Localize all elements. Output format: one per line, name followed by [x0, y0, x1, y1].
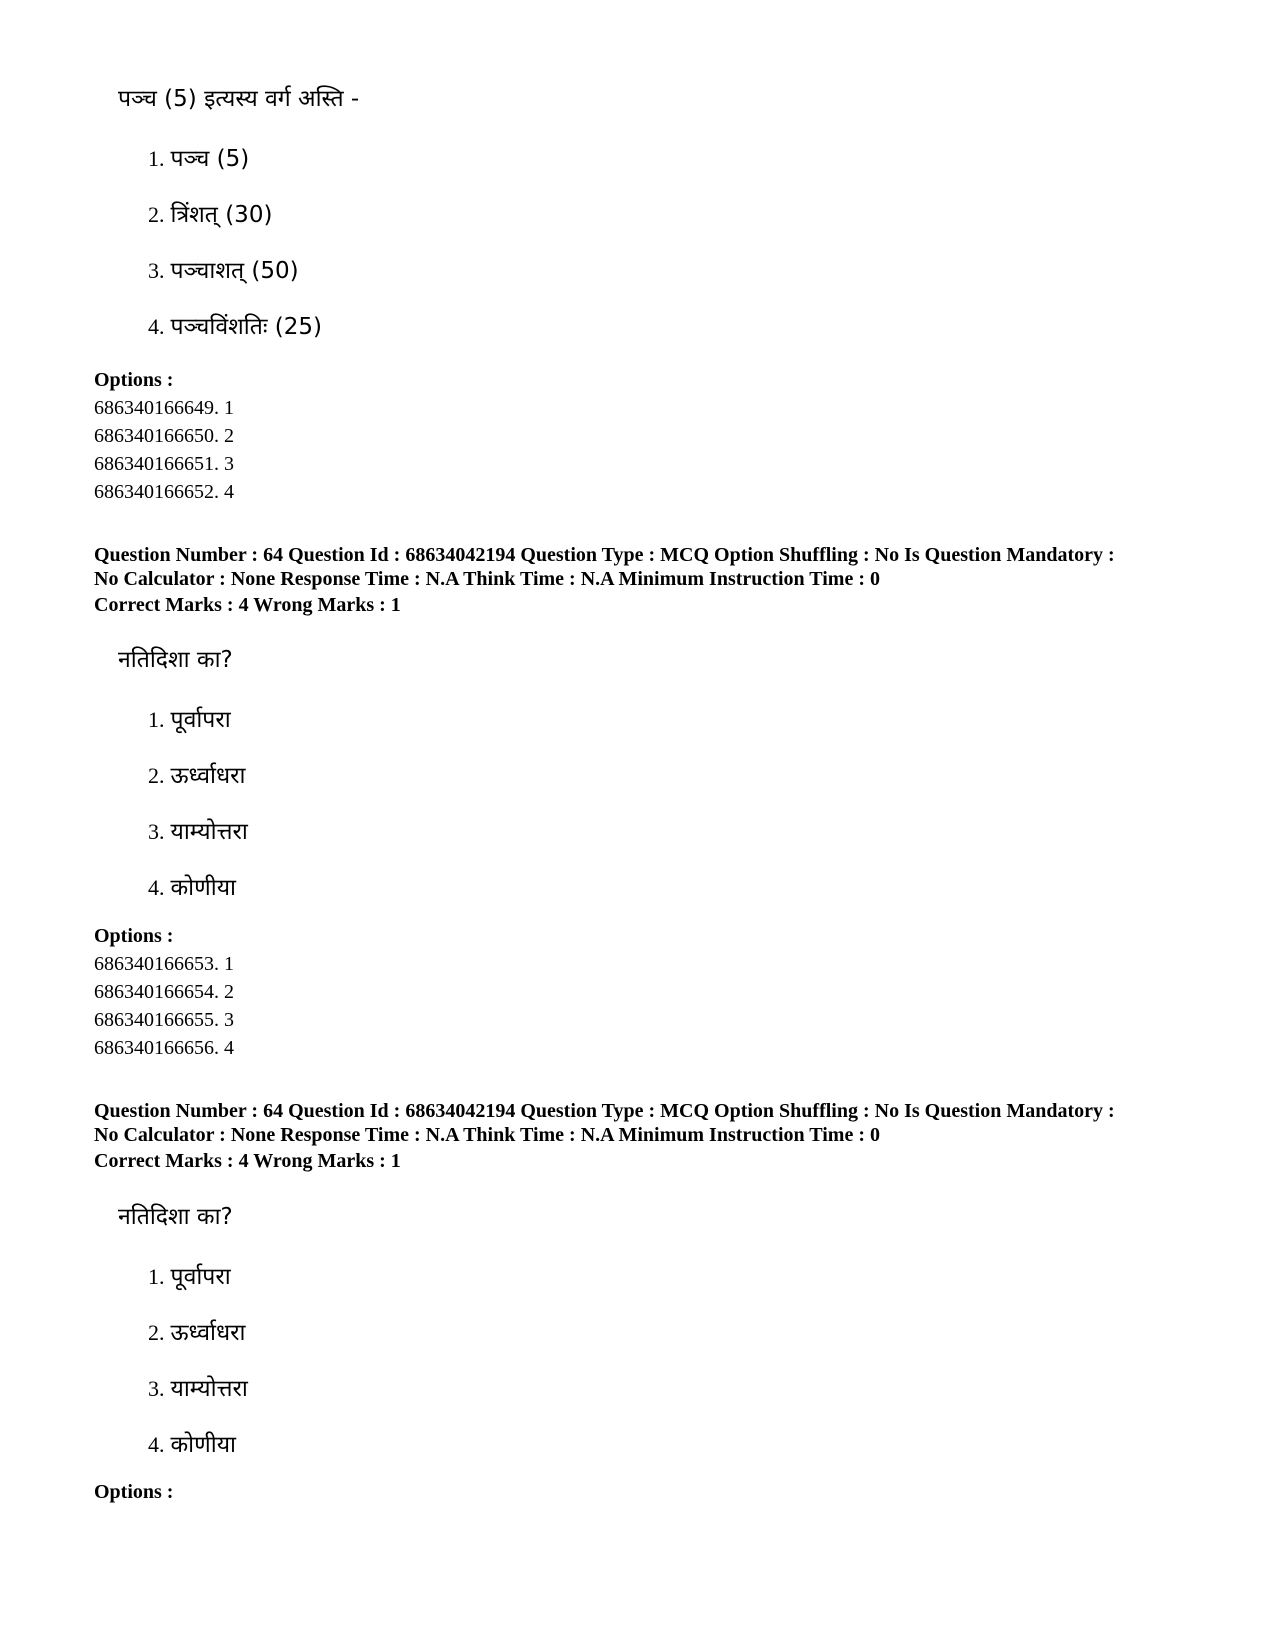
choice-3: 3. पञ्चाशत् (50) [148, 258, 299, 284]
options-title: Options : [94, 1481, 174, 1503]
question-image-2 [118, 645, 248, 901]
choice-1: 1. पूर्वापरा [148, 1264, 231, 1290]
meta-line: No Calculator : None Response Time : N.A Think Time : N.A Minimum Instruction Time : 0 [94, 1124, 880, 1146]
question-image-3 [118, 1202, 248, 1458]
meta-line: Question Number : 64 Question Id : 68634042194 Question Type : MCQ Option Shuffling : No Is Question Mandatory : [94, 544, 1115, 566]
choice-1: 1. पञ्च (5) [148, 146, 250, 172]
question-stem: पञ्च (5) इत्यस्य वर्ग अस्ति - [118, 86, 360, 112]
option-line: 686340166656. 4 [94, 1037, 234, 1059]
options-title: Options : [94, 369, 174, 391]
question-stem: नतिदिशा का? [118, 647, 233, 673]
option-line: 686340166650. 2 [94, 425, 234, 447]
option-line: 686340166651. 3 [94, 453, 234, 475]
choice-4: 4. कोणीया [148, 875, 237, 901]
options-title: Options : [94, 925, 174, 947]
question-stem: नतिदिशा का? [118, 1204, 233, 1230]
question-image-1 [118, 84, 360, 340]
question-marks-3: Correct Marks : 4 Wrong Marks : 1 [94, 1150, 401, 1172]
option-line: 686340166654. 2 [94, 981, 234, 1003]
choice-3: 3. याम्योत्तरा [148, 1376, 248, 1402]
option-line: 686340166649. 1 [94, 397, 234, 419]
choice-2: 2. ऊर्ध्वाधरा [148, 1320, 246, 1346]
option-line: 686340166653. 1 [94, 953, 234, 975]
choice-1: 1. पूर्वापरा [148, 707, 231, 733]
choice-4: 4. पञ्चविंशतिः (25) [148, 314, 322, 340]
options-list-1 [94, 366, 234, 506]
option-line: 686340166655. 3 [94, 1009, 234, 1031]
question-meta-2 [94, 543, 1214, 591]
choice-2: 2. ऊर्ध्वाधरा [148, 763, 246, 789]
choice-3: 3. याम्योत्तरा [148, 819, 248, 845]
options-list-3 [94, 1478, 173, 1506]
options-list-2 [94, 922, 234, 1062]
question-meta-3 [94, 1099, 1214, 1147]
meta-line: No Calculator : None Response Time : N.A Think Time : N.A Minimum Instruction Time : 0 [94, 568, 880, 590]
meta-line: Question Number : 64 Question Id : 68634042194 Question Type : MCQ Option Shuffling : No Is Question Mandatory : [94, 1100, 1115, 1122]
question-marks-2: Correct Marks : 4 Wrong Marks : 1 [94, 594, 401, 616]
choice-4: 4. कोणीया [148, 1432, 237, 1458]
choice-2: 2. त्रिंशत् (30) [148, 202, 273, 228]
option-line: 686340166652. 4 [94, 481, 234, 503]
